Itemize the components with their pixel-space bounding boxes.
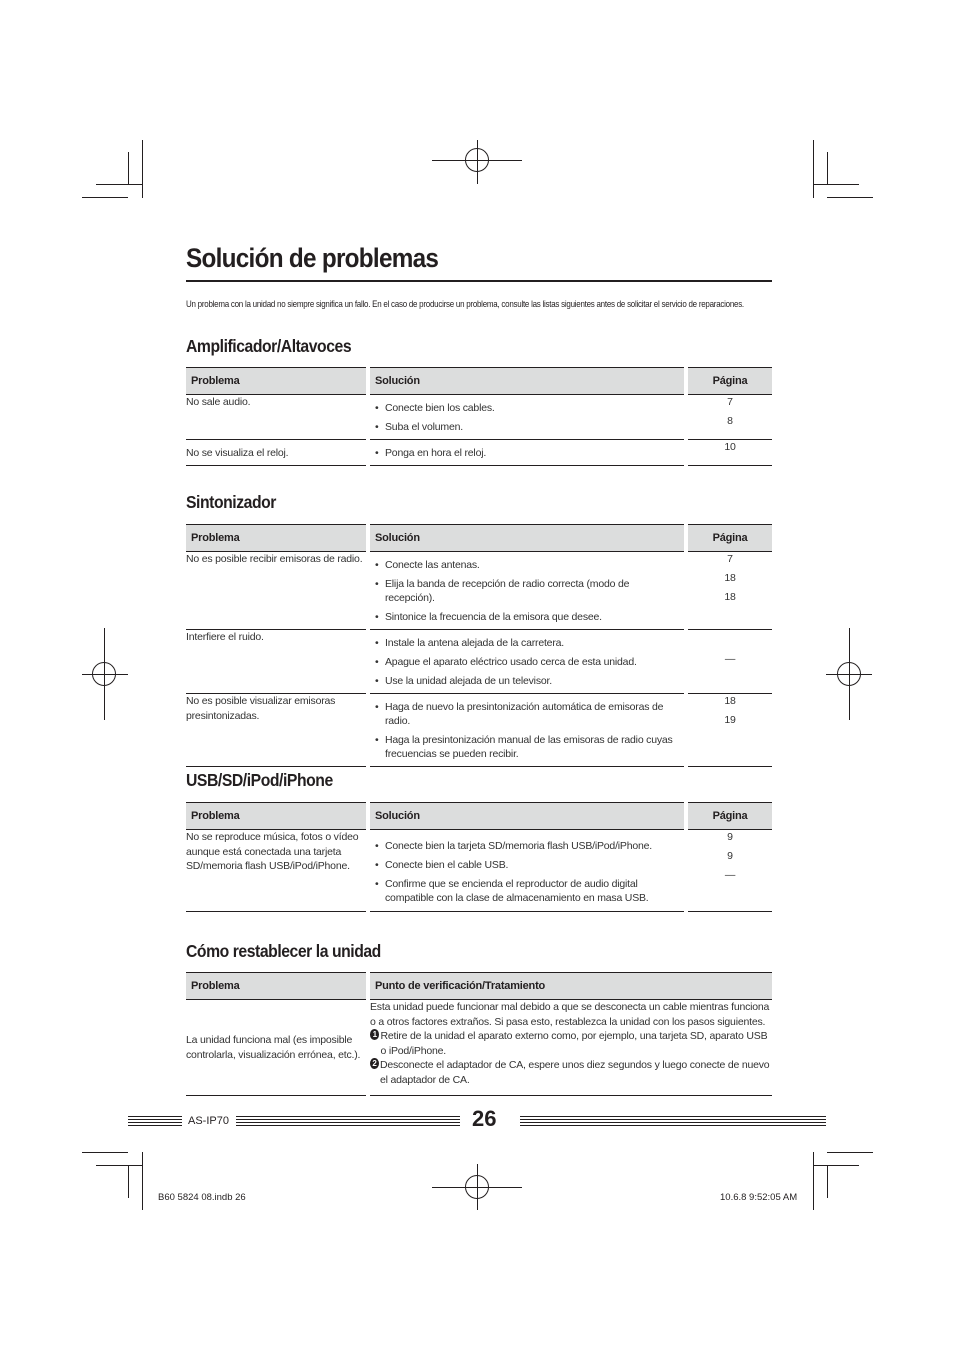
step-number-badge: 2 xyxy=(370,1058,379,1069)
page-ref: 7 xyxy=(727,553,733,565)
table-row xyxy=(186,694,772,767)
table-header-row xyxy=(186,803,772,830)
reset-step xyxy=(370,1058,772,1087)
solution-item: Conecte bien el cable USB. xyxy=(385,859,509,871)
problem-cell: No se visualiza el reloj. xyxy=(186,440,368,466)
model-number: AS-IP70 xyxy=(188,1115,229,1127)
solution-item: Haga la presintonización manual de las emisoras de radio cuyas frecuencias se pueden recibir. xyxy=(385,734,673,760)
col-header-check: Punto de verificación/Tratamiento xyxy=(368,973,772,1000)
page-ref: — xyxy=(724,653,736,665)
page-ref: 9 xyxy=(727,831,733,843)
solution-cell: • Instale la antena alejada de la carretera. • Apague el aparato eléctrico usado cerca de esta unidad. • Use la unidad alejada de un televisor. xyxy=(368,630,686,694)
problem-cell: No es posible visualizar emisoras presintonizadas. xyxy=(186,694,368,767)
col-header-page: Página xyxy=(686,803,772,830)
solution-item: Ponga en hora el reloj. xyxy=(385,447,487,459)
col-header-problem: Problema xyxy=(186,368,368,395)
reset-table xyxy=(186,972,772,1096)
col-header-solution: Solución xyxy=(368,368,686,395)
solution-cell: • Conecte las antenas. • Elija la banda de recepción de radio correcta (modo de recepción). • Sintonice la frecuencia de la emisora que desee. xyxy=(368,552,686,630)
amplifier-table xyxy=(186,367,772,466)
footer-stripe-right xyxy=(520,1116,826,1128)
solution-item: Confirme que se encienda el reproductor de audio digital compatible con la clase de almacenamiento en masa USB. xyxy=(385,878,649,904)
solution-cell: • Ponga en hora el reloj. xyxy=(368,440,686,466)
solution-item: Conecte las antenas. xyxy=(385,559,480,571)
step-number-badge: 1 xyxy=(370,1029,379,1040)
solution-cell: • Conecte bien los cables. • Suba el volumen. xyxy=(368,395,686,440)
page-cell xyxy=(686,830,772,912)
check-cell xyxy=(368,1000,772,1096)
reset-intro: Esta unidad puede funcionar mal debido a que se desconecta un cable mientras funciona o a otros factores extraños. Si pasa esto, restablezca la unidad con los pasos siguientes. xyxy=(370,1001,770,1028)
page-ref: 18 xyxy=(724,572,736,584)
page-ref: 18 xyxy=(724,695,736,707)
col-header-problem: Problema xyxy=(186,973,368,1000)
footer-stripe-left xyxy=(128,1116,182,1128)
page-ref: — xyxy=(724,869,736,881)
section-title-tuner: Sintonizador xyxy=(186,492,276,512)
col-header-page: Página xyxy=(686,368,772,395)
solution-item: Use la unidad alejada de un televisor. xyxy=(385,675,552,687)
col-header-solution: Solución xyxy=(368,803,686,830)
page-ref: 18 xyxy=(724,591,736,603)
col-header-page: Página xyxy=(686,525,772,552)
solution-item: Conecte bien la tarjeta SD/memoria flash USB/iPod/iPhone. xyxy=(385,840,652,852)
page-cell xyxy=(686,440,772,466)
table-row xyxy=(186,630,772,694)
table-row xyxy=(186,552,772,630)
page-cell xyxy=(686,552,772,630)
usb-table xyxy=(186,802,772,912)
page-cell xyxy=(686,630,772,694)
table-header-row xyxy=(186,973,772,1000)
section-title-amplifier: Amplificador/Altavoces xyxy=(186,336,352,356)
intro-text: Un problema con la unidad no siempre significa un fallo. En el caso de producirse un problema, consulte las listas siguientes antes de solicitar el servicio de reparaciones. xyxy=(186,299,744,310)
problem-cell: No sale audio. xyxy=(186,395,368,440)
col-header-solution: Solución xyxy=(368,525,686,552)
solution-cell: • Haga de nuevo la presintonización automática de emisoras de radio. • Haga la presintonización manual de las emisoras de radio cuyas frecuencias se pueden recibir. xyxy=(368,694,686,767)
table-row xyxy=(186,1000,772,1096)
problem-cell: Interfiere el ruido. xyxy=(186,630,368,694)
solution-item: Elija la banda de recepción de radio correcta (modo de recepción). xyxy=(385,578,630,604)
page-number: 26 xyxy=(472,1106,497,1131)
table-row xyxy=(186,395,772,440)
title-rule xyxy=(186,280,772,282)
problem-cell: No es posible recibir emisoras de radio. xyxy=(186,552,368,630)
solution-cell: • Conecte bien la tarjeta SD/memoria flash USB/iPod/iPhone. • Conecte bien el cable USB. • Confirme que se encienda el reproductor de audio digital compatible con la clase de almacenamiento en masa USB. xyxy=(368,830,686,912)
solution-item: Conecte bien los cables. xyxy=(385,402,495,414)
problem-cell: No se reproduce música, fotos o vídeo aunque está conectada una tarjeta SD/memoria flash USB/iPod/iPhone. xyxy=(186,830,368,912)
step-text: Retire de la unidad el aparato externo como, por ejemplo, una tarjeta SD, aparato USB o iPod/iPhone. xyxy=(380,1030,768,1057)
problem-cell: La unidad funciona mal (es imposible controlarla, visualización errónea, etc.). xyxy=(186,1000,368,1096)
page-ref: 19 xyxy=(724,714,736,726)
table-header-row xyxy=(186,525,772,552)
section-title-usb: USB/SD/iPod/iPhone xyxy=(186,770,333,790)
page-ref: 9 xyxy=(727,850,733,862)
table-header-row xyxy=(186,368,772,395)
solution-item: Instale la antena alejada de la carretera. xyxy=(385,637,564,649)
page-ref: 8 xyxy=(727,415,733,427)
solution-item: Apague el aparato eléctrico usado cerca de esta unidad. xyxy=(385,656,637,668)
reset-step xyxy=(370,1029,772,1058)
solution-item: Suba el volumen. xyxy=(385,421,463,433)
page-title: Solución de problemas xyxy=(186,243,439,273)
timestamp-slug: 10.6.8 9:52:05 AM xyxy=(720,1192,798,1203)
step-text: Desconecte el adaptador de CA, espere unos diez segundos y luego conecte de nuevo el adaptador de CA. xyxy=(379,1059,770,1086)
col-header-problem: Problema xyxy=(186,525,368,552)
solution-item: Haga de nuevo la presintonización automática de emisoras de radio. xyxy=(385,701,664,727)
page-cell xyxy=(686,395,772,440)
section-title-reset: Cómo restablecer la unidad xyxy=(186,941,381,961)
table-row xyxy=(186,440,772,466)
solution-item: Sintonice la frecuencia de la emisora que desee. xyxy=(385,611,602,623)
tuner-table xyxy=(186,524,772,767)
footer-stripe-mid xyxy=(236,1116,460,1128)
file-slug: B60 5824 08.indb 26 xyxy=(158,1192,246,1203)
col-header-problem: Problema xyxy=(186,803,368,830)
page-ref: 7 xyxy=(727,396,733,408)
table-row xyxy=(186,830,772,912)
page-cell xyxy=(686,694,772,767)
page-ref: 10 xyxy=(724,441,736,453)
